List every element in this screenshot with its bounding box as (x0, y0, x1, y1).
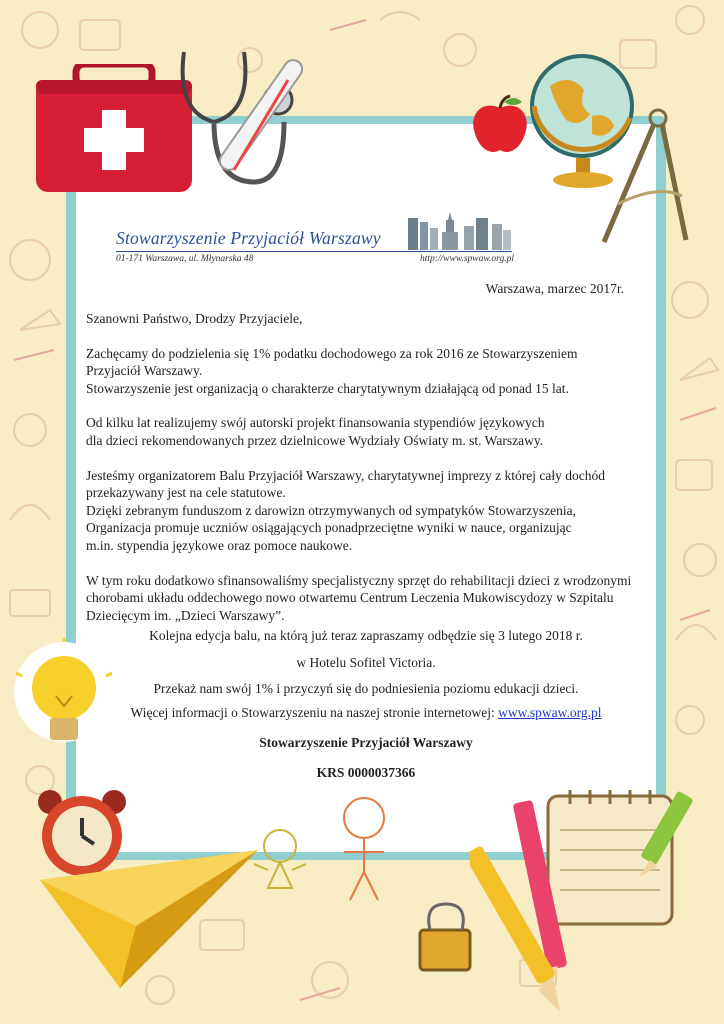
paragraph-line: Od kilku lat realizujemy swój autorski projekt finansowania stypendiów językowych (86, 415, 545, 431)
paragraph-line: Jesteśmy organizatorem Balu Przyjaciół Warszawy, charytatywnej imprezy z której cały dochód (86, 467, 605, 483)
signature: Stowarzyszenie Przyjaciół Warszawy (259, 735, 473, 750)
website-link[interactable]: www.spwaw.org.pl (498, 705, 602, 720)
krs-number: KRS 0000037366 (316, 765, 416, 780)
greeting: Szanowni Państwo, Drodzy Przyjaciele, (86, 311, 303, 326)
letterhead-divider (116, 251, 512, 252)
paragraph-line: W tym roku dodatkowo sfinansowaliśmy specjalistyczny sprzęt do rehabilitacji dzieci z wrodzonymi (86, 572, 632, 588)
venue-line: w Hotelu Sofitel Victoria. (296, 655, 436, 670)
first-aid-kit-icon (36, 64, 194, 194)
warsaw-skyline-image (406, 212, 512, 250)
appeal-line: Przekaż nam swój 1% i przyczyń się do podniesienia poziomu edukacji dzieci. (153, 681, 579, 696)
paragraph-line: przekazywany jest na cele statutowe. (86, 485, 286, 501)
letterhead-org-name: Stowarzyszenie Przyjaciół Warszawy (116, 228, 381, 248)
info-prefix: Więcej informacji o Stowarzyszeniu na naszej stronie internetowej: (130, 705, 499, 720)
paragraph-line: Organizacja promuje uczniów osiągających ponadprzeciętne wyniki w nauce, organizując (86, 520, 572, 536)
paragraph-line: m.in. stypendia językowe oraz pomoce naukowe. (86, 537, 353, 553)
pencil-icon (628, 790, 704, 886)
thermometer-icon (214, 40, 314, 190)
letter-body (86, 310, 658, 624)
ball-line: Kolejna edycja balu, na którą już teraz zapraszamy odbędzie się 3 lutego 2018 r. (149, 628, 583, 643)
letterhead-address: 01-171 Warszawa, ul. Młynarska 48 (116, 254, 254, 264)
compass-icon (588, 104, 698, 254)
paragraph-line: chorobami układu oddechowego nowo otwartemu Centrum Leczenia Mukowiscydozy w Szpitalu (86, 590, 614, 606)
paragraph-line: Dziecięcym im. „Dzieci Warszawy”. (86, 607, 285, 623)
paragraph-line: Dzięki zebranym funduszom z darowizn otrzymywanych od sympatyków Stowarzyszenia, (86, 502, 576, 518)
date-line: Warszawa, marzec 2017r. (485, 281, 624, 296)
info-line (86, 705, 646, 721)
light-bulb-icon (12, 636, 116, 760)
letterhead (116, 210, 514, 268)
paragraph-line: Przyjaciół Warszawy. (86, 363, 203, 379)
paragraph-line: Stowarzyszenie jest organizacją o charakterze charytatywnym działającą od ponad 15 lat. (86, 380, 569, 396)
paragraph-line: dla dzieci rekomendowanych przez dzielnicowe Wydziały Oświaty m. st. Warszawy. (86, 432, 544, 448)
letterhead-url[interactable]: http://www.spwaw.org.pl (419, 254, 514, 264)
paragraph-line: Zachęcamy do podzielenia się 1% podatku dochodowego za rok 2016 ze Stowarzyszeniem (86, 345, 578, 361)
binder-clip-icon (400, 900, 490, 990)
paper-plane-icon (40, 840, 260, 990)
child-drawing-icon (240, 794, 420, 910)
